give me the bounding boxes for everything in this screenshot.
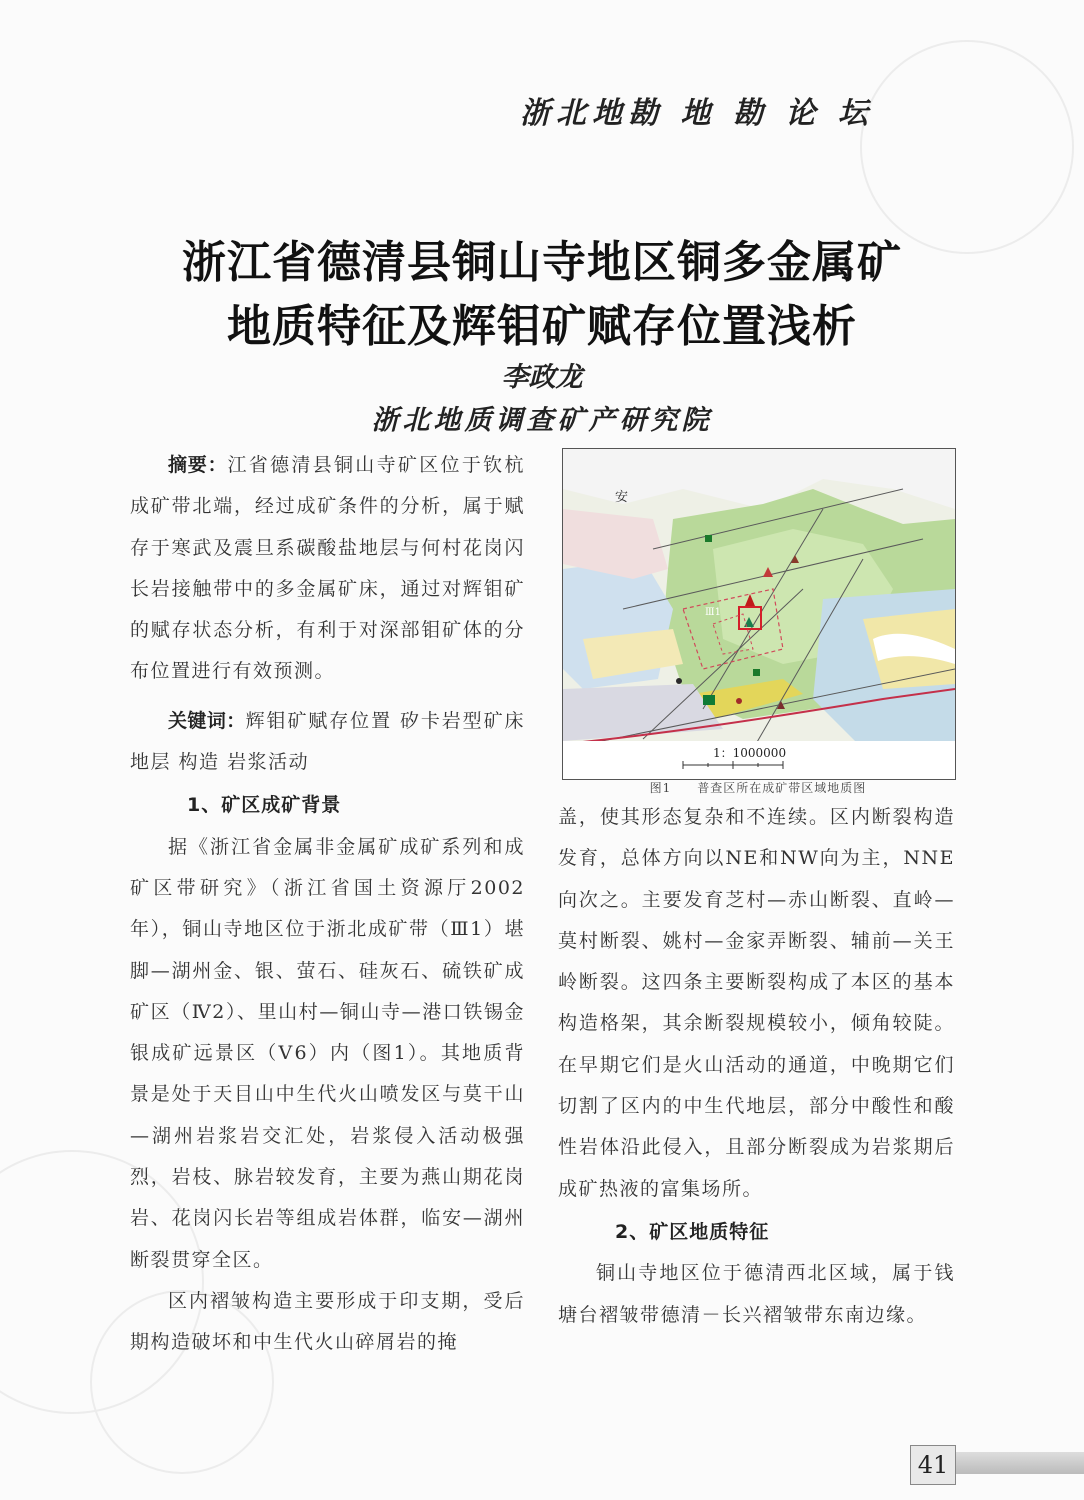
map-zone-label: Ⅲ1 (705, 607, 722, 618)
section-2-paragraph-1: 铜山寺地区位于德清西北区域，属于钱塘台褶皱带德清－长兴褶皱带东南边缘。 (558, 1262, 955, 1326)
section-2-heading: 2、矿区地质特征 (615, 1220, 770, 1243)
journal-header: 浙北地勘 地 勘 论 坛 (520, 96, 874, 131)
section-1-heading: 1、矿区成矿背景 (187, 794, 342, 817)
section-1-paragraph-2-continued: 盖，使其形态复杂和不连续。区内断裂构造发育，总体方向以NE和NW向为主，NNE向次之。主要发育芝村—赤山断裂、直岭—莫村断裂、姚村—金家弄断裂、辅前—关王岭断裂。这四条主要断裂构成了本区的基本构造格架，其余断裂规模较小，倾角较陡。在早期它们是火山活动的通道，中晚期它们切割了区内的中生代地层，部分中酸性和酸性岩体沿此侵入，且部分断裂成为岩浆期后成矿热液的富集场所。 (558, 806, 955, 1200)
map-scale-label: 1：1000000 (713, 746, 787, 760)
keywords-label: 关键词： (168, 709, 246, 732)
author-name: 李政龙 (501, 362, 583, 393)
background-decoration (860, 40, 1074, 254)
abstract (130, 445, 525, 693)
left-column (130, 445, 525, 1364)
keywords (130, 701, 525, 784)
section-1-paragraph-2-start: 区内褶皱构造主要形成于印支期，受后期构造破坏和中生代火山碎屑岩的掩 (130, 1289, 525, 1354)
abstract-label: 摘要： (168, 454, 228, 476)
keywords-text: 辉钼矿赋存位置 矽卡岩型矿床 地层 构造 岩浆活动 (130, 709, 525, 774)
right-column (558, 797, 955, 1336)
figure-caption: 图1 普查区所在成矿带区域地质图 (649, 781, 867, 795)
author-affiliation: 浙北地质调查矿产研究院 (371, 405, 713, 436)
page-footer-bar (954, 1452, 1084, 1474)
section-1-paragraph-1: 据《浙江省金属非金属矿成矿系列和成矿区带研究》（浙江省国土资源厅2002年），铜山寺地区位于浙北成矿带（Ⅲ1）堪脚—湖州金、银、萤石、硅灰石、硫铁矿成矿区（Ⅳ2）、里山村—铜山寺—港口铁锡金银成矿远景区（Ⅴ6）内（图1）。其地质背景是处于天目山中生代火山喷发区与莫干山—湖州岩浆岩交汇处，岩浆侵入活动极强烈，岩枝、脉岩较发育，主要为燕山期花岗岩、花岗闪长岩等组成岩体群，临安—湖州断裂贯穿全区。 (130, 835, 525, 1271)
page-number: 41 (910, 1445, 956, 1485)
article-title-line-2: 地质特征及辉钼矿赋存位置浅析 (227, 301, 857, 352)
article-title-line-1: 浙江省德清县铜山寺地区铜多金属矿 (182, 237, 902, 288)
abstract-text: 江省德清县铜山寺矿区位于钦杭成矿带北端，经过成矿条件的分析，属于赋存于寒武及震旦系碳酸盐地层与何村花岗闪长岩接触带中的多金属矿床，通过对辉钼矿的赋存状态分析，有利于对深部钼矿体的分布位置进行有效预测。 (130, 454, 525, 683)
regional-geology-map (563, 449, 955, 779)
geology-map-figure (562, 448, 956, 780)
map-place-label: 安 (615, 490, 629, 505)
